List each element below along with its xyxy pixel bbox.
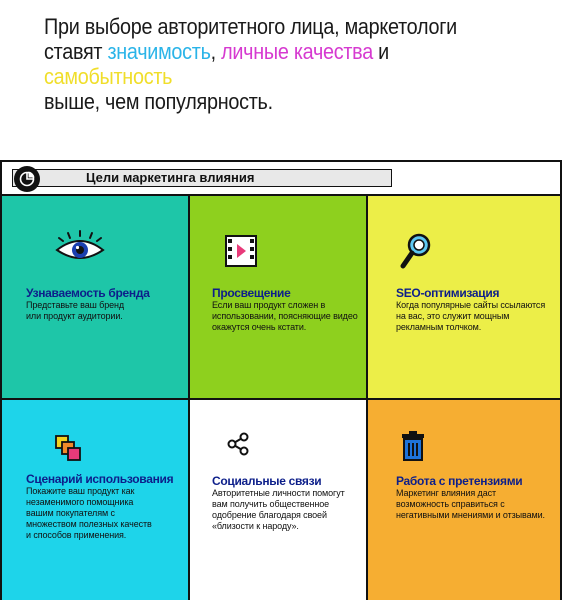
headline [44,14,494,114]
card-text: Представьте ваш бренд или продукт аудитории. [26,300,125,321]
section-header [2,162,560,196]
headline-line-1: При выборе авторитетного лица, маркетологи [44,14,457,39]
magnifier-icon [400,232,432,275]
headline-line-3: выше, чем популярность. [44,89,273,114]
headline-text: ставят [44,39,108,64]
card-seo [368,196,560,400]
highlight-significance: значимость [107,39,211,64]
eye-icon [54,230,106,267]
section-title: Цели маркетинга влияния [86,170,255,185]
card-complaints [368,400,560,600]
headline-comma: , [210,39,222,64]
headline-line-2 [44,39,494,89]
card-title: Работа с претензиями [396,474,523,488]
card-text: Когда популярные сайты ссылаются на вас, это служит мощным рекламным толчком. [396,300,546,332]
card-use-case [2,400,190,600]
share-icon [226,432,250,461]
pie-chart-icon [14,166,40,192]
highlight-identity: самобытность [44,64,173,89]
highlight-personal-qualities: личные качества [221,39,373,64]
card-text: Авторитетные личности помогут вам получить общественное одобрение благодаря своей «близости к народу». [212,488,345,531]
layers-icon [54,434,84,469]
card-education [190,196,368,400]
card-social-connections [190,400,368,600]
goals-board [0,160,562,600]
card-title: Сценарий использования [26,472,174,486]
video-film-icon [224,234,258,273]
card-title: SEO-оптимизация [396,286,500,300]
card-title: Просвещение [212,286,291,300]
card-text: Если ваш продукт сложен в использовании, поясняющие видео окажутся очень кстати. [212,300,358,332]
card-title: Узнаваемость бренда [26,286,150,300]
headline-and: и [372,39,389,64]
card-brand-awareness [2,196,190,400]
card-title: Социальные связи [212,474,322,488]
card-text: Покажите ваш продукт как незаменимого помощника вашим покупателям с множеством полезных качеств и способов применения. [26,486,152,540]
trash-icon [400,430,426,467]
card-text: Маркетинг влияния даст возможность справиться с негативными мнениями и отзывами. [396,488,545,520]
